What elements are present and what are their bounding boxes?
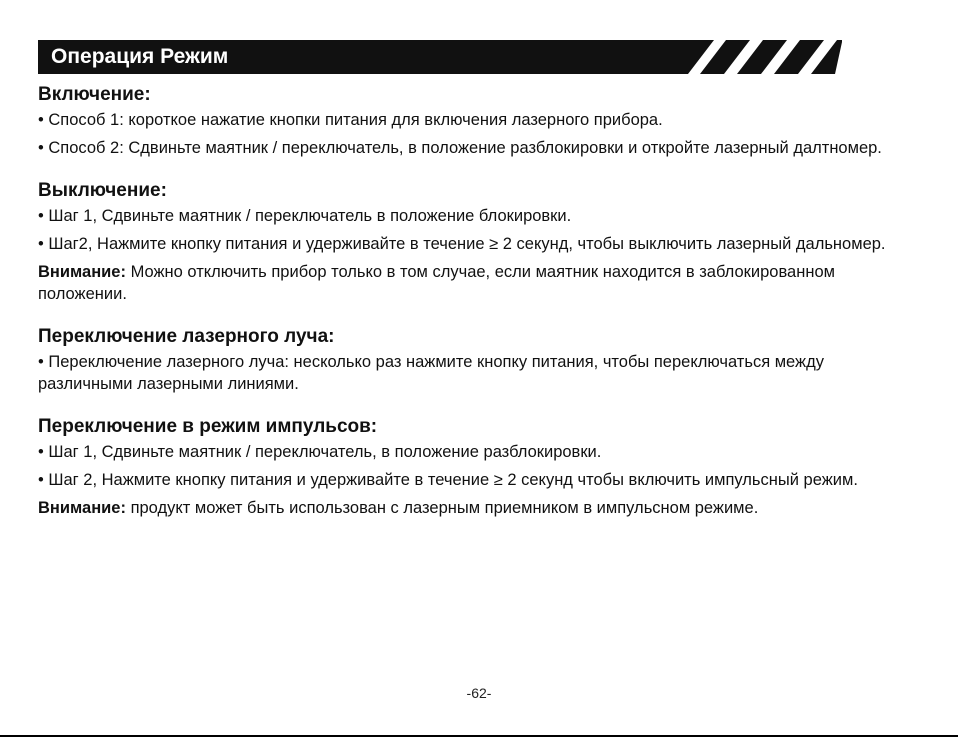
section xyxy=(38,414,923,519)
paragraph-text: • Шаг2, Нажмите кнопку питания и удерживайте в течение ≥ 2 секунд, чтобы выключить лазерный дальномер. xyxy=(38,235,886,253)
paragraph-text: • Переключение лазерного луча: несколько раз нажмите кнопку питания, чтобы переключаться между различными лазерными линиями. xyxy=(38,353,824,393)
section xyxy=(38,82,923,159)
bullet-paragraph xyxy=(38,233,923,255)
page-number: -62- xyxy=(466,685,492,701)
bullet-paragraph xyxy=(38,137,923,159)
paragraph-text: • Шаг 1, Сдвиньте маятник / переключатель в положение блокировки. xyxy=(38,207,572,225)
paragraph-text: продукт может быть использован с лазерным приемником в импульсном режиме. xyxy=(125,499,759,517)
bullet-paragraph xyxy=(38,351,923,395)
section xyxy=(38,324,923,395)
paragraph-text: • Шаг 2, Нажмите кнопку питания и удерживайте в течение ≥ 2 секунд чтобы включить импульсный режим. xyxy=(38,471,858,489)
note-label: Внимание: xyxy=(38,263,126,281)
note-paragraph xyxy=(38,261,923,305)
section-heading: Переключение лазерного луча: xyxy=(38,326,335,347)
paragraph-text: • Способ 1: короткое нажатие кнопки питания для включения лазерного прибора. xyxy=(38,111,663,129)
document-body xyxy=(38,82,923,525)
section-heading: Включение: xyxy=(38,84,151,105)
note-paragraph xyxy=(38,497,923,519)
bullet-paragraph xyxy=(38,441,923,463)
section-banner xyxy=(38,40,842,74)
page-title: Операция Режим xyxy=(51,45,229,68)
section-heading: Переключение в режим импульсов: xyxy=(38,416,378,437)
paragraph-text: Можно отключить прибор только в том случае, если маятник находится в заблокированном положении. xyxy=(38,263,835,303)
paragraph-text: • Шаг 1, Сдвиньте маятник / переключатель, в положение разблокировки. xyxy=(38,443,602,461)
bullet-paragraph xyxy=(38,469,923,491)
bullet-paragraph xyxy=(38,109,923,131)
bottom-divider xyxy=(0,735,958,737)
note-label: Внимание: xyxy=(38,499,126,517)
paragraph-text: • Способ 2: Сдвиньте маятник / переключатель, в положение разблокировки и откройте лазерный далтномер. xyxy=(38,139,882,157)
section xyxy=(38,178,923,305)
section-heading: Выключение: xyxy=(38,180,167,201)
bullet-paragraph xyxy=(38,205,923,227)
